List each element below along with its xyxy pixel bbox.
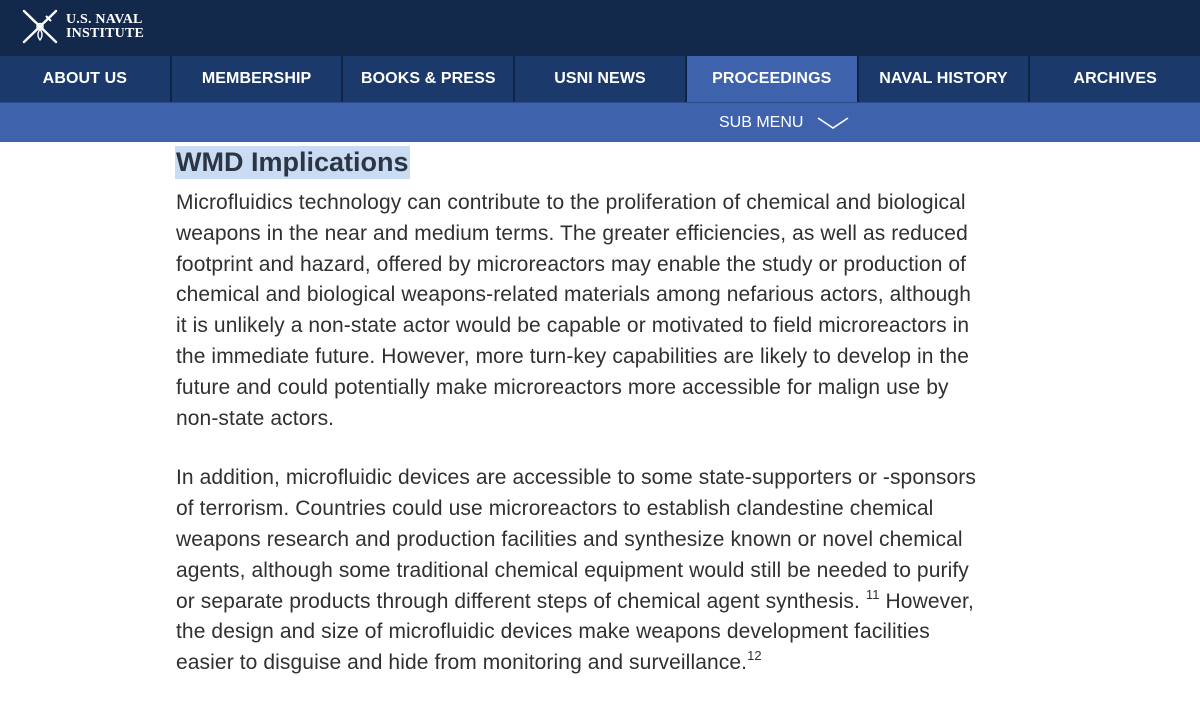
- footnote-ref-11[interactable]: 11: [865, 586, 880, 602]
- paragraph-1: Microfluidics technology can contribute to the proliferation of chemical and biological weapons in the near and medium terms. The greater efficiencies, as well as reduced footprint and hazard, offered by microreactors may enable the study or production of chemical and biological weapons-related materials among nefarious actors, although it is unlikely a non-state actor would be capable or motivated to field microreactors in the immediate future. However, more turn-key capabilities are likely to develop in the future and could potentially make microreactors more accessible for malign use by non-state actors.: [176, 191, 971, 430]
- paragraph-2-text-b: However, the design and size of microfluidic devices make weapons development facilities easier to disguise and hide from monitoring and surveillance.: [176, 589, 974, 675]
- nav-usni-news[interactable]: USNI NEWS: [515, 56, 687, 102]
- paragraph-2-text-a: In addition, microfluidic devices are accessible to some state-supporters or -sponsors of terrorism. Countries could use microreactors to establish clandestine chemical weapons research and production facilities and synthesize known or novel chemical agents, although some traditional chemical equipment would still be needed to purify or separate products through different steps of chemical agent synthesis.: [176, 466, 976, 613]
- nav-archives[interactable]: ARCHIVES: [1073, 70, 1157, 87]
- nav-books-press[interactable]: BOOKS & PRESS: [343, 56, 515, 102]
- sub-menu-toggle[interactable]: [719, 103, 849, 143]
- nav-membership[interactable]: MEMBERSHIP: [172, 56, 344, 102]
- usni-logo[interactable]: [20, 7, 144, 47]
- article-content: [176, 142, 986, 679]
- logo-line-2: INSTITUTE: [66, 26, 145, 41]
- paragraph-2: [176, 463, 986, 679]
- sub-nav-bar: [0, 102, 1200, 142]
- logo-line-1: U.S. NAVAL: [66, 12, 143, 27]
- nav-about-us[interactable]: ABOUT US: [0, 56, 172, 102]
- main-nav: [0, 56, 1200, 102]
- nav-naval-history[interactable]: NAVAL HISTORY: [859, 56, 1031, 102]
- sub-menu-label: SUB MENU: [719, 114, 804, 131]
- crossed-swords-icon: [20, 7, 60, 47]
- footnote-ref-12[interactable]: 12: [747, 648, 762, 664]
- top-header: [0, 0, 1200, 56]
- logo-wordmark: [66, 13, 144, 41]
- nav-proceedings[interactable]: PROCEEDINGS: [687, 56, 859, 102]
- section-heading: WMD Implications: [176, 147, 409, 177]
- chevron-down-icon: [817, 116, 849, 130]
